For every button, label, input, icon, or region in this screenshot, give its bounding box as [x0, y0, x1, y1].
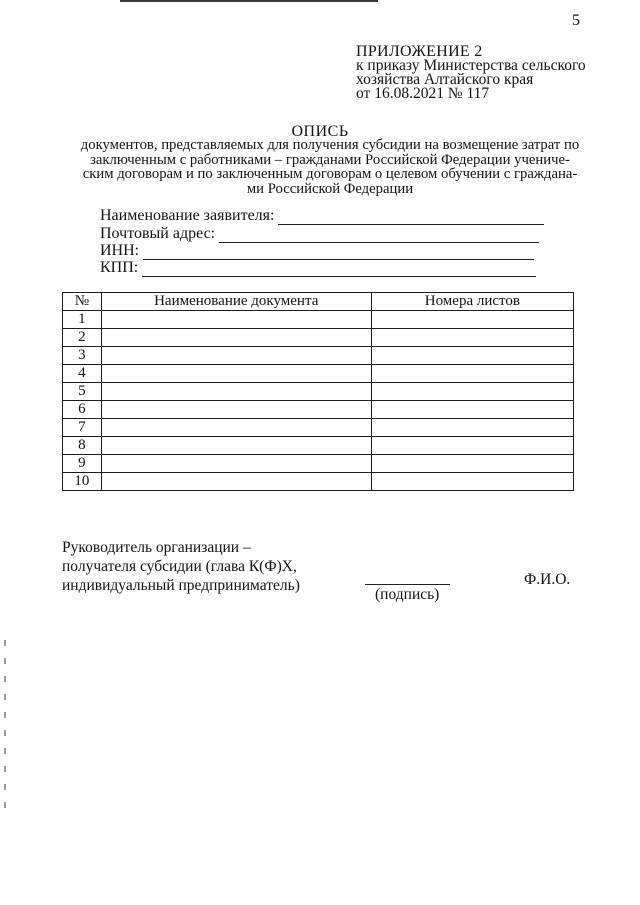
row-number: 7 — [63, 419, 102, 437]
row-number: 4 — [63, 365, 102, 383]
field-blank-line[interactable] — [219, 228, 539, 243]
page-numbers-cell[interactable] — [371, 383, 573, 401]
row-number: 8 — [63, 437, 102, 455]
subtitle-line: документов, представляемых для получения субсидии на возмещение затрат по — [80, 137, 580, 153]
table-row — [63, 419, 574, 437]
table-row — [63, 473, 574, 491]
table-row — [63, 329, 574, 347]
subtitle-line: заключенным с работниками – гражданами Российской Федерации учениче- — [90, 151, 570, 168]
document-name-cell[interactable] — [101, 401, 371, 419]
signature-line[interactable] — [365, 584, 450, 585]
row-number: 6 — [63, 401, 102, 419]
page-numbers-cell[interactable] — [371, 455, 573, 473]
inn-field — [100, 242, 534, 260]
document-name-cell[interactable] — [101, 329, 371, 347]
field-blank-line[interactable] — [278, 210, 544, 225]
document-name-cell[interactable] — [101, 365, 371, 383]
field-label: Наименование заявителя: — [100, 207, 275, 224]
page-numbers-cell[interactable] — [371, 329, 573, 347]
documents-table — [62, 292, 574, 491]
table-row — [63, 311, 574, 329]
document-subtitle — [60, 138, 600, 196]
kpp-field — [100, 259, 536, 277]
page-numbers-cell[interactable] — [371, 419, 573, 437]
field-label: Почтовый адрес: — [100, 225, 216, 242]
document-name-cell[interactable] — [101, 311, 371, 329]
table-header-row — [63, 293, 574, 311]
signature-label: (подпись) — [375, 586, 440, 603]
page-numbers-cell[interactable] — [371, 365, 573, 383]
page-numbers-cell[interactable] — [371, 401, 573, 419]
document-title: ОПИСЬ — [291, 123, 349, 140]
document-name-cell[interactable] — [101, 455, 371, 473]
row-number: 10 — [63, 473, 102, 491]
field-blank-line[interactable] — [143, 245, 534, 260]
page-number: 5 — [572, 12, 580, 29]
row-number: 3 — [63, 347, 102, 365]
appendix-line: от 16.08.2021 № 117 — [356, 85, 490, 102]
subtitle-line: ским договорам и по заключенным договорам о целевом обучении с граждана- — [82, 166, 578, 182]
table-row — [63, 401, 574, 419]
full-name-label: Ф.И.О. — [524, 571, 571, 588]
row-number: 2 — [63, 329, 102, 347]
page-numbers-cell[interactable] — [371, 347, 573, 365]
appendix-line: хозяйства Алтайского края — [356, 71, 534, 88]
table-row — [63, 365, 574, 383]
row-number: 1 — [63, 311, 102, 329]
column-header-page-numbers: Номера листов — [371, 293, 573, 311]
appendix-block — [356, 45, 586, 101]
field-label: КПП: — [100, 259, 139, 276]
page-numbers-cell[interactable] — [371, 437, 573, 455]
appendix-title: ПРИЛОЖЕНИЕ 2 — [356, 43, 483, 60]
page-numbers-cell[interactable] — [371, 311, 573, 329]
postal-address-field — [100, 225, 539, 243]
field-blank-line[interactable] — [142, 262, 536, 277]
table-row — [63, 455, 574, 473]
applicant-name-field — [100, 207, 544, 225]
document-name-cell[interactable] — [101, 437, 371, 455]
scan-artifact-line — [120, 0, 378, 2]
subtitle-line: ми Российской Федерации — [246, 180, 414, 197]
column-header-number: № — [63, 293, 102, 311]
document-name-cell[interactable] — [101, 347, 371, 365]
row-number: 5 — [63, 383, 102, 401]
column-header-document-name: Наименование документа — [101, 293, 371, 311]
appendix-line: к приказу Министерства сельского — [356, 57, 586, 74]
table-row — [63, 437, 574, 455]
signer-role — [62, 538, 300, 595]
document-name-cell[interactable] — [101, 419, 371, 437]
table-row — [63, 347, 574, 365]
table-row — [63, 383, 574, 401]
scan-artifact-edge — [4, 640, 6, 810]
document-name-cell[interactable] — [101, 473, 371, 491]
row-number: 9 — [63, 455, 102, 473]
page-numbers-cell[interactable] — [371, 473, 573, 491]
signer-role-line: Руководитель организации – — [62, 539, 251, 556]
signer-role-line: получателя субсидии (глава К(Ф)Х, — [62, 558, 297, 575]
field-label: ИНН: — [100, 242, 140, 259]
signer-role-line: индивидуальный предприниматель) — [62, 577, 300, 594]
document-name-cell[interactable] — [101, 383, 371, 401]
